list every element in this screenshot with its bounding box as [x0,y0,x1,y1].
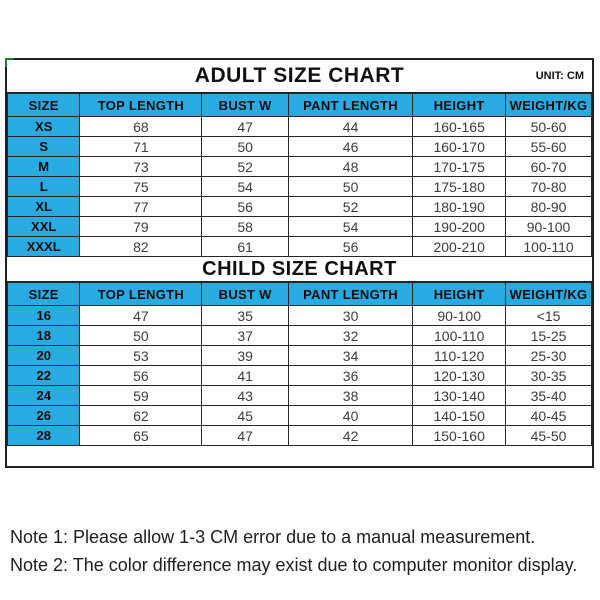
value-cell: 35 [202,306,288,326]
value-cell: 140-150 [413,406,506,426]
size-cell: 24 [8,386,80,406]
value-cell: 43 [202,386,288,406]
value-cell: 53 [80,346,202,366]
value-cell: 50-60 [506,117,592,137]
value-cell: 90-100 [506,217,592,237]
table-row [8,137,592,157]
table-row [8,117,592,137]
value-cell: 47 [202,117,288,137]
value-cell: 73 [80,157,202,177]
size-cell: S [8,137,80,157]
size-cell: 20 [8,346,80,366]
value-cell: 65 [80,426,202,446]
value-cell: 190-200 [413,217,506,237]
value-cell: 68 [80,117,202,137]
value-cell: 25-30 [506,346,592,366]
size-cell: L [8,177,80,197]
column-header: BUST W [202,94,288,117]
column-header: PANT LENGTH [288,283,412,306]
value-cell: 40-45 [506,406,592,426]
value-cell: 100-110 [506,237,592,257]
value-cell: 54 [288,217,412,237]
value-cell: 160-165 [413,117,506,137]
value-cell: 54 [202,177,288,197]
value-cell: 200-210 [413,237,506,257]
value-cell: 32 [288,326,412,346]
value-cell: 56 [288,237,412,257]
value-cell: 44 [288,117,412,137]
adult-size-table [7,93,592,257]
value-cell: 59 [80,386,202,406]
value-cell: 120-130 [413,366,506,386]
value-cell: 175-180 [413,177,506,197]
value-cell: 60-70 [506,157,592,177]
size-cell: XL [8,197,80,217]
value-cell: 80-90 [506,197,592,217]
note-2: Note 2: The color difference may exist due to computer monitor display. [10,555,578,575]
value-cell: 50 [288,177,412,197]
table-row [8,386,592,406]
table-row [8,217,592,237]
value-cell: 36 [288,366,412,386]
value-cell: 30-35 [506,366,592,386]
table-row [8,157,592,177]
value-cell: 30 [288,306,412,326]
value-cell: 110-120 [413,346,506,366]
value-cell: 37 [202,326,288,346]
value-cell: 55-60 [506,137,592,157]
size-cell: 26 [8,406,80,426]
value-cell: 52 [202,157,288,177]
value-cell: 82 [80,237,202,257]
child-chart-title: CHILD SIZE CHART [202,257,397,280]
unit-label: UNIT: CM [535,70,584,82]
table-row [8,197,592,217]
value-cell: 45-50 [506,426,592,446]
value-cell: 39 [202,346,288,366]
value-cell: 50 [80,326,202,346]
table-row [8,346,592,366]
table-row [8,237,592,257]
value-cell: 46 [288,137,412,157]
value-cell: 62 [80,406,202,426]
size-cell: M [8,157,80,177]
value-cell: 77 [80,197,202,217]
value-cell: 58 [202,217,288,237]
value-cell: 70-80 [506,177,592,197]
value-cell: 130-140 [413,386,506,406]
size-cell: 28 [8,426,80,446]
empty-footer-row [7,446,592,466]
value-cell: 150-160 [413,426,506,446]
column-header: PANT LENGTH [288,94,412,117]
table-row [8,306,592,326]
size-cell: XXXL [8,237,80,257]
size-cell: 16 [8,306,80,326]
value-cell: <15 [506,306,592,326]
column-header: HEIGHT [413,283,506,306]
table-row [8,366,592,386]
value-cell: 50 [202,137,288,157]
value-cell: 47 [80,306,202,326]
table-row [8,326,592,346]
child-chart-title-row [7,257,592,282]
value-cell: 79 [80,217,202,237]
value-cell: 35-40 [506,386,592,406]
column-header: WEIGHT/KG [506,283,592,306]
column-header: TOP LENGTH [80,94,202,117]
size-cell: 18 [8,326,80,346]
table-row [8,426,592,446]
value-cell: 61 [202,237,288,257]
value-cell: 47 [202,426,288,446]
value-cell: 56 [202,197,288,217]
note-1: Note 1: Please allow 1-3 CM error due to a manual measurement. [10,527,536,547]
value-cell: 41 [202,366,288,386]
value-cell: 42 [288,426,412,446]
child-size-table [7,282,592,446]
value-cell: 90-100 [413,306,506,326]
adult-chart-title-row [7,60,592,93]
header-row [8,94,592,117]
column-header: TOP LENGTH [80,283,202,306]
adult-table-body [8,117,592,257]
size-cell: 22 [8,366,80,386]
child-table-header [8,283,592,306]
column-header: WEIGHT/KG [506,94,592,117]
value-cell: 71 [80,137,202,157]
value-cell: 52 [288,197,412,217]
adult-table-header [8,94,592,117]
size-chart-table-container [5,58,594,468]
adult-chart-title: ADULT SIZE CHART [194,64,405,87]
value-cell: 75 [80,177,202,197]
value-cell: 45 [202,406,288,426]
value-cell: 34 [288,346,412,366]
table-row [8,177,592,197]
column-header: SIZE [8,94,80,117]
value-cell: 38 [288,386,412,406]
value-cell: 40 [288,406,412,426]
value-cell: 15-25 [506,326,592,346]
header-row [8,283,592,306]
column-header: HEIGHT [413,94,506,117]
size-cell: XS [8,117,80,137]
column-header: BUST W [202,283,288,306]
table-row [8,406,592,426]
notes-block [10,523,577,579]
value-cell: 160-170 [413,137,506,157]
value-cell: 100-110 [413,326,506,346]
size-cell: XXL [8,217,80,237]
child-table-body [8,306,592,446]
value-cell: 180-190 [413,197,506,217]
value-cell: 170-175 [413,157,506,177]
column-header: SIZE [8,283,80,306]
value-cell: 56 [80,366,202,386]
value-cell: 48 [288,157,412,177]
